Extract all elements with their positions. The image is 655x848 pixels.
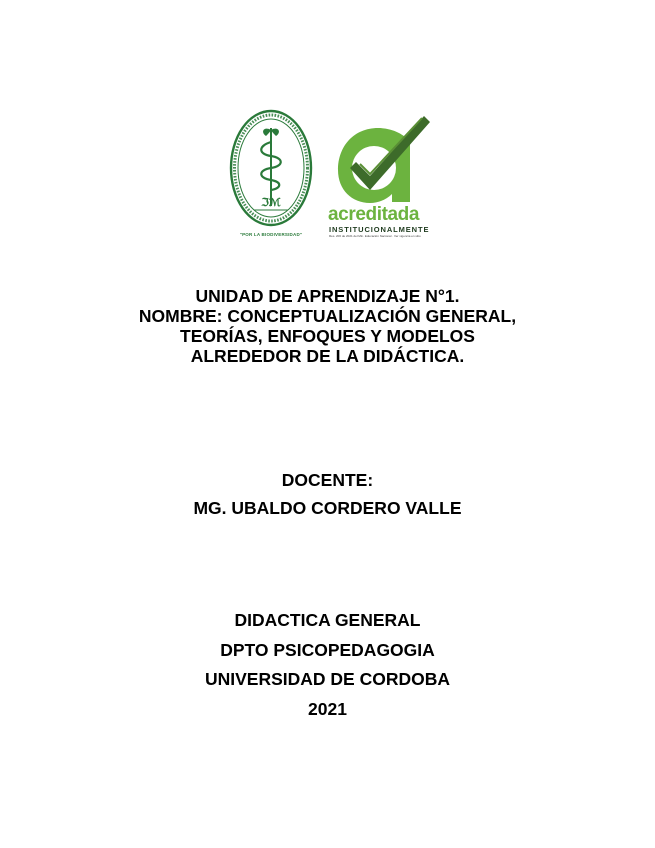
teacher-name: MG. UBALDO CORDERO VALLE [193,498,462,518]
unit-title [0,286,655,366]
acreditada-wordmark: acreditada [328,204,420,225]
accreditation-logo [326,110,436,242]
course-name: DIDACTICA GENERAL [234,610,421,630]
title-line-didactics: ALREDEDOR DE LA DIDÁCTICA. [190,346,465,366]
acreditada-check-icon [326,110,436,206]
teacher-block [0,466,655,522]
title-line-theories: TEORÍAS, ENFOQUES Y MODELOS [180,326,475,346]
acreditada-fine-print: Res. 206 de 2021 del Min. Educación Nacional · Ver vigencia en sitio [329,234,421,238]
university-name: UNIVERSIDAD DE CORDOBA [204,669,451,689]
title-line-unit: UNIDAD DE APRENDIZAJE N°1. [195,286,460,306]
department-name: DPTO PSICOPEDAGOGIA [220,639,435,660]
teacher-label: DOCENTE: [281,470,374,490]
university-seal-logo [228,108,314,246]
university-seal-icon [228,108,314,230]
university-motto: "POR LA BIODIVERSIDAD" [239,232,303,237]
title-line-name: NOMBRE: CONCEPTUALIZACIÓN GENERAL, [138,306,517,326]
svg-text:ℑℳ: ℑℳ [261,197,281,209]
course-info-block [0,606,655,724]
acreditada-subtitle: INSTITUCIONALMENTE [329,225,430,234]
document-year: 2021 [308,698,347,719]
